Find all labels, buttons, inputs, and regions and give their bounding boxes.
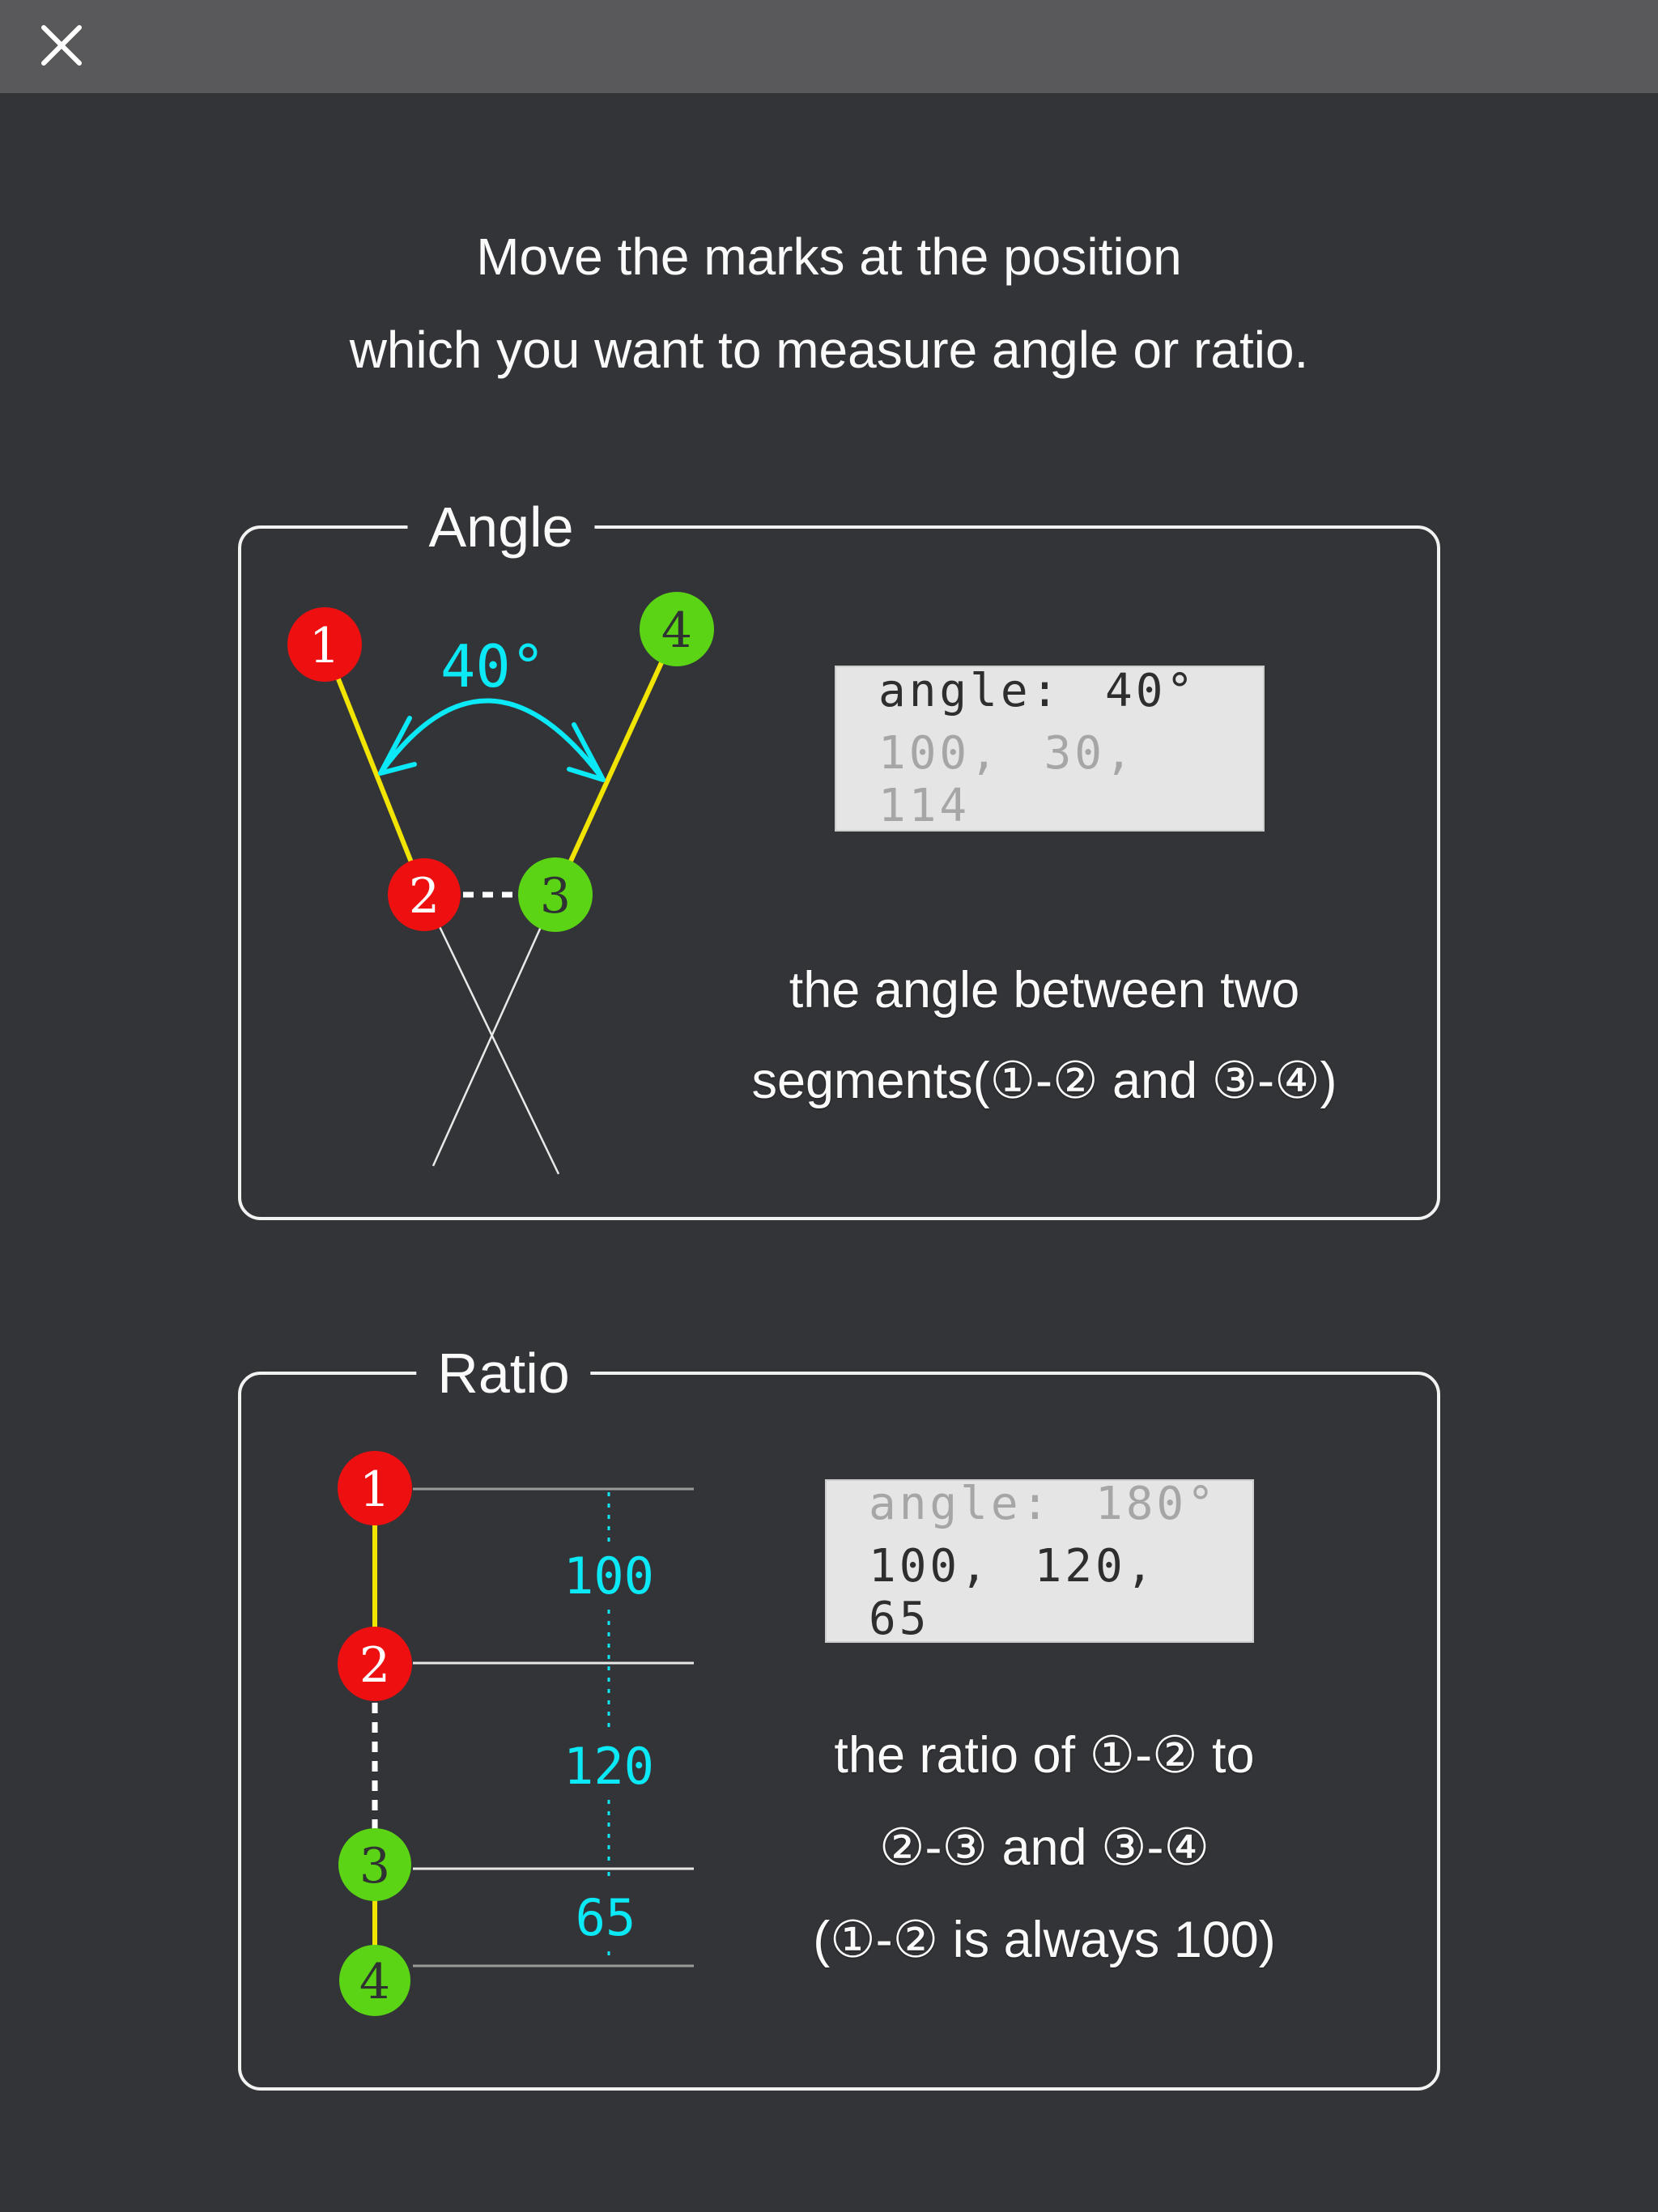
ratio-description-line-3: (①-② is always 100) [813,1912,1276,1968]
mark-2-digit: 2 [359,1637,391,1694]
angle-description-line-2: segments(①-② and ③-④) [751,1053,1337,1109]
ratio-readout-angle: angle: 180° [869,1477,1218,1530]
mark-3-digit: 3 [359,1838,391,1895]
arc-arrowhead-left [380,718,414,773]
mark-1-digit: 1 [359,1461,391,1518]
mark-4-digit: 4 [661,602,693,659]
top-bar [0,0,1658,93]
arc-arrowhead-right [569,725,603,780]
title-line-1: Move the marks at the position [476,228,1182,286]
ratio-description [656,1709,1433,1986]
mark-4-digit: 4 [359,1954,391,2010]
distance-1-2-label: 100 [563,1546,654,1606]
angle-readout-box [835,666,1265,832]
angle-description [656,945,1433,1126]
mark-3-digit: 3 [539,868,572,925]
close-icon [36,19,87,71]
extension-line-4-3 [433,895,555,1166]
angle-description-line-1: the angle between two [789,962,1300,1019]
ratio-readout-box [825,1479,1254,1643]
ratio-description-line-2: ②-③ and ③-④ [879,1819,1209,1876]
ratio-description-line-1: the ratio of ①-② to [834,1727,1255,1784]
segment-1-2 [325,644,424,895]
ratio-readout-values: 100, 120, 65 [869,1539,1157,1645]
angle-readout-value: angle: 40° [878,665,1197,717]
distance-2-3-label: 120 [563,1737,654,1796]
ratio-section-label: Ratio [416,1341,590,1406]
distance-3-4-label: 65 [575,1888,636,1947]
title-line-2: which you want to measure angle or ratio. [349,321,1309,379]
page-title [0,211,1658,397]
angle-section-label: Angle [407,495,594,559]
mark-2-digit: 2 [408,868,440,925]
segment-4-3 [555,629,677,895]
close-button[interactable] [36,19,87,71]
mark-1-digit: 1 [308,618,341,674]
angle-value-label: 40° [440,632,546,700]
angle-readout-ratios: 100, 30, 114 [878,727,1136,832]
